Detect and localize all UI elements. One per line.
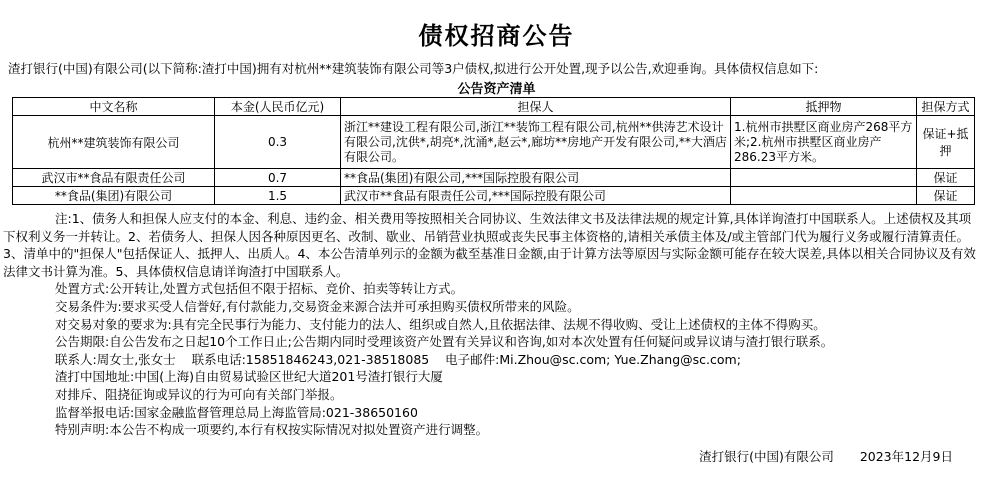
supervision-hotline: 监督举报电话:国家金融监督管理总局上海监管局:021-38650160 [55, 404, 418, 420]
table-row [13, 187, 975, 205]
debtor-name: **食品(集团)有限公司 [13, 187, 215, 205]
notes-section [3, 210, 980, 439]
collateral-desc [731, 169, 917, 187]
debtor-name: 武汉市**食品有限责任公司 [13, 169, 215, 187]
target-requirements: 对交易对象的要求为:具有完全民事行为能力、支付能力的法人、组织或自然人,且依据法律、法规不得收购、受让上述债权的主体不得购买。 [55, 316, 826, 332]
guarantor-list: **食品(集团)有限公司,***国际控股有限公司 [341, 169, 731, 187]
header-guarantor: 担保人 [341, 98, 731, 116]
header-method: 担保方式 [917, 98, 975, 116]
special-statement: 特别声明:本公告不构成一项要约,本行有权按实际情况对拟处置资产进行调整。 [55, 422, 489, 438]
announcement-period: 公告期限:自公告发布之日起10个工作日止;公告期内同时受理该资产处置有关异议和咨询,如对本次处置有任何疑问或异议请与渣打银行联系。 [55, 334, 834, 350]
principal-value: 1.5 [215, 187, 341, 205]
trade-conditions: 交易条件为:要求买受人信誉好,有付款能力,交易资金来源合法并可承担购买债权所带来的风险。 [55, 298, 580, 314]
table-row [13, 169, 975, 187]
bank-address: 渣打中国地址:中国(上海)自由贸易试验区世纪大道201号渣打银行大厦 [55, 369, 443, 385]
signature-block [699, 447, 953, 465]
guarantor-list: 武汉市**食品有限责任公司,***国际控股有限公司 [341, 187, 731, 205]
table-row [13, 116, 975, 169]
asset-list-title: 公告资产清单 [457, 82, 536, 97]
guarantee-method: 保证+抵押 [917, 116, 975, 169]
report-notice: 对排斥、阻挠征询或异议的行为可向有关部门举报。 [55, 386, 343, 402]
header-principal: 本金(人民币亿元) [215, 98, 341, 116]
signature-date: 2023年12月9日 [859, 449, 953, 464]
asset-table [12, 97, 975, 205]
disposal-method: 处置方式:公开转让,处置方式包括但不限于招标、竞价、拍卖等转让方式。 [55, 281, 464, 297]
announcement-title: 债权招商公告 [418, 22, 575, 50]
debtor-name: 杭州**建筑装饰有限公司 [13, 116, 215, 169]
contact-info: 联系人:周女士,张女士 联系电话:15851846243,021-38518085 电子邮件:Mi.Zhou@sc.com; Yue.Zhang@sc.com; [55, 351, 741, 367]
signature-company: 渣打银行(中国)有限公司 [699, 449, 834, 464]
collateral-desc: 1.杭州市拱墅区商业房产268平方米;2.杭州市拱墅区商业房产286.23平方米。 [731, 116, 917, 169]
guarantee-method: 保证 [917, 169, 975, 187]
table-header-row [13, 98, 975, 116]
principal-value: 0.3 [215, 116, 341, 169]
header-collateral: 抵押物 [731, 98, 917, 116]
intro-paragraph: 渣打银行(中国)有限公司(以下简称:渣打中国)拥有对杭州**建筑装饰有限公司等3户债权,拟进行公开处置,现予以公告,欢迎垂询。具体债权信息如下: [8, 61, 819, 76]
collateral-desc [731, 187, 917, 205]
header-name: 中文名称 [13, 98, 215, 116]
guarantor-list: 浙江**建设工程有限公司,浙江**装饰工程有限公司,杭州**供涛艺术设计有限公司,沈供*,胡亮*,沈涌*,赵云*,廊坊**房地产开发有限公司,**大酒店有限公司。 [341, 116, 731, 169]
principal-value: 0.7 [215, 169, 341, 187]
guarantee-method: 保证 [917, 187, 975, 205]
note-paragraph: 注:1、债务人和担保人应支付的本金、利息、违约金、相关费用等按照相关合同协议、生效法律文书及法律法规的规定计算,具体详询渣打中国联系人。上述债权及其项下权利义务一并转让。2、若债务人、担保人因各种原因更名、改制、歇业、吊销营业执照或丧失民事主体资格的,请相关承债主体及/或主管部门代为履行义务或履行清算责任。3、清单中的"担保人"包括保证人、抵押人、出质人。4、本公告清单列示的金额为截至基准日金额,由于计算方法等原因与实际金额可能存在较大误差,具体以相关合同协议及有效法律文书计算为准。5、具体债权信息请详询渣打中国联系人。 [3, 211, 976, 279]
